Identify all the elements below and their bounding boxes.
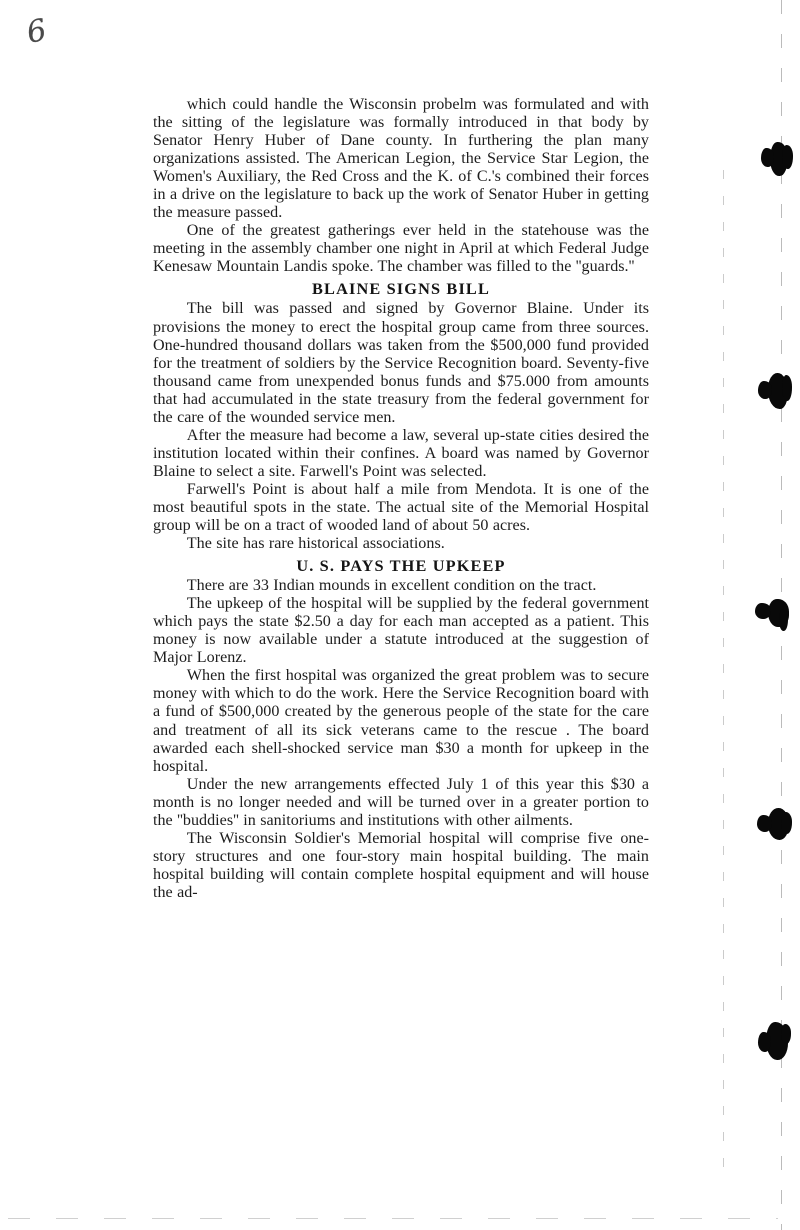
paragraph: Farwell's Point is about half a mile from Mendota. It is one of the most beautiful spots in the state. The actual site of the Memorial Hospital group will be on a tract of wooded land of about 50 acres.	[153, 480, 649, 535]
paragraph: When the first hospital was organized the great problem was to secure money with which to do the work. Here the Service Recognition board with a fund of $500,000 created by the generous people of the state for the care and treatment of all its sick veterans came to the rescue . The board awarded each shell-shocked service man $30 a month for upkeep in the hospital.	[153, 667, 649, 775]
paragraph: Under the new arrangements effected July 1 of this year this $30 a month is no longer needed and will be turned over in a greater portion to the ''buddies'' in sanitoriums and institutions with other ailments.	[153, 775, 649, 829]
binding-clip-smudge	[768, 599, 789, 627]
paragraph: The site has rare historical associations.	[186, 535, 445, 553]
binding-clip-smudge	[768, 373, 788, 409]
paragraph: One of the greatest gatherings ever held in the statehouse was the meeting in the assembly chamber one night in April at which Federal Judge Kenesaw Mountain Landis spoke. The chamber was filled to the ''guards.''	[153, 222, 649, 276]
text-column	[153, 96, 649, 902]
paragraph: The upkeep of the hospital will be supplied by the federal government which pays the state $2.50 a day for each man accepted as a patient. This money is now available under a statute introduced at the suggestion of Major Lorenz.	[153, 595, 649, 667]
handwritten-page-number: 6	[23, 12, 50, 51]
scanner-edge-line	[723, 170, 724, 1180]
binding-clip-smudge	[768, 808, 789, 840]
section-heading-blaine-signs-bill: BLAINE SIGNS BILL	[312, 279, 490, 299]
paragraph: which could handle the Wisconsin probelm was formulated and with the sitting of the legislature was formally introduced in that body by Senator Henry Huber of Dane county. In furthering the plan many organizations assisted. The American Legion, the Service Star Legion, the Women's Auxiliary, the Red Cross and the K. of C.'s combined their forces in a drive on the legislature to back up the work of Senator Huber in getting the measure passed.	[153, 96, 649, 222]
binding-clip-smudge	[766, 1022, 788, 1060]
binding-clip-smudge	[770, 142, 788, 176]
page-bottom-edge-line	[8, 1218, 778, 1219]
paragraph: After the measure had become a law, several up-state cities desired the institution located within their confines. A board was named by Governor Blaine to select a site. Farwell's Point was selected.	[153, 426, 649, 480]
paragraph: The bill was passed and signed by Governor Blaine. Under its provisions the money to erect the hospital group came from three sources. One-hundred thousand dollars was taken from the $500,000 fund provided for the treatment of soldiers by the Service Recognition board. Seventy-five thousand came from unexpended bonus funds and $75.000 from amounts that had accumulated in the state treasury from the federal government for the care of the wounded service men.	[153, 300, 649, 426]
section-heading-us-pays-the-upkeep: U. S. PAYS THE UPKEEP	[296, 556, 506, 576]
paragraph: There are 33 Indian mounds in excellent condition on the tract.	[186, 577, 597, 595]
paragraph: The Wisconsin Soldier's Memorial hospital will comprise five one-story structures and one four-story main hospital building. The main hospital building will contain complete hospital equipment and will house the ad-	[153, 829, 649, 901]
